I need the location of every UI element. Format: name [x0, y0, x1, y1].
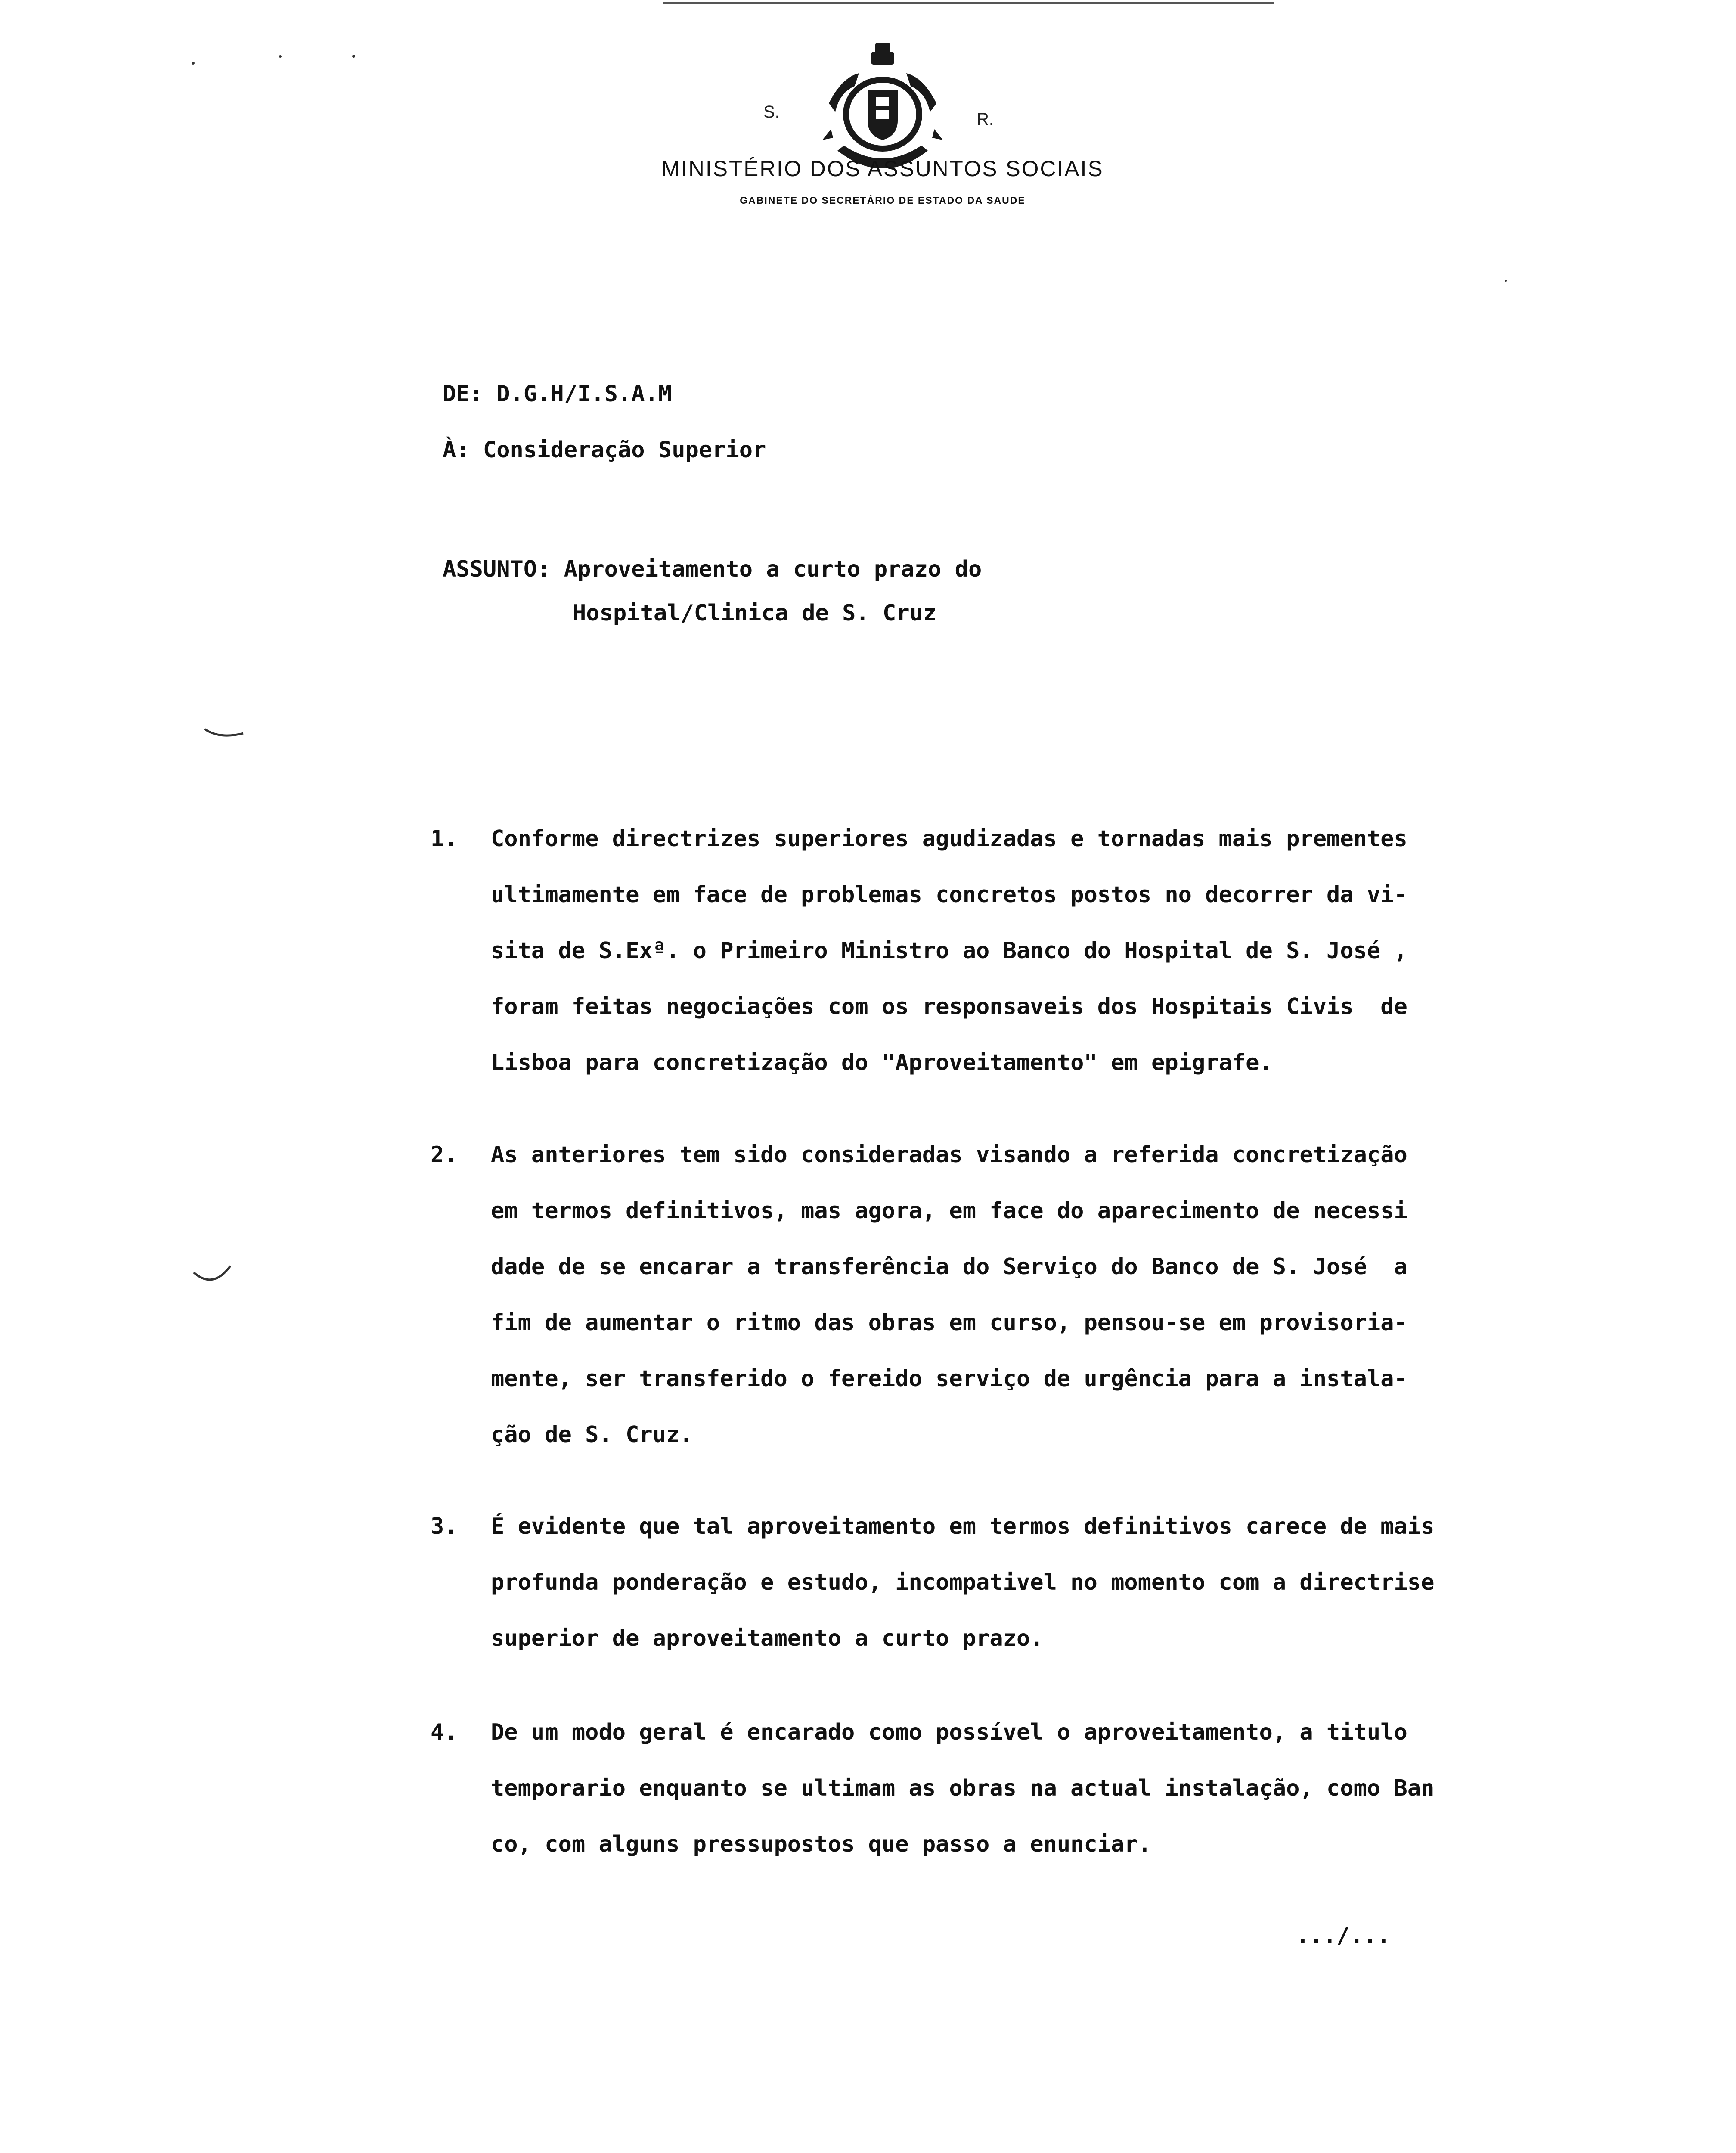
paragraph-line: dade de se encarar a transferência do Serviço do Banco de S. José a — [491, 1254, 1407, 1280]
scan-speck — [352, 55, 355, 58]
paragraph-line: sita de S.Exª. o Primeiro Ministro ao Banco do Hospital de S. José , — [491, 938, 1407, 964]
paragraph-line: Conforme directrizes superiores agudizadas e tornadas mais prementes — [491, 826, 1407, 852]
paragraph-number: 2. — [431, 1142, 458, 1168]
paragraph-line: mente, ser transferido o fereido serviço de urgência para a instala- — [491, 1366, 1407, 1392]
paragraph-line: foram feitas negociações com os responsaveis dos Hospitais Civis de — [491, 994, 1407, 1020]
paragraph-line: De um modo geral é encarado como possível o aproveitamento, a titulo — [491, 1719, 1407, 1745]
margin-check-mark — [192, 1264, 235, 1290]
subject-line-2: Hospital/Clinica de S. Cruz — [573, 600, 937, 626]
paragraph-line: temporario enquanto se ultimam as obras na actual instalação, como Ban — [491, 1775, 1435, 1801]
paragraph-2 — [431, 1142, 1507, 1448]
initial-r: R. — [976, 110, 994, 129]
coat-of-arms-icon — [820, 43, 945, 172]
paragraph-4 — [431, 1719, 1507, 1857]
from-line: DE: D.G.H/I.S.A.M — [443, 381, 672, 407]
ministry-name: MINISTÉRIO DOS ASSUNTOS SOCIAIS — [661, 156, 1104, 181]
paragraph-line: As anteriores tem sido consideradas visando a referida concretização — [491, 1142, 1407, 1168]
paragraph-number: 1. — [431, 826, 458, 852]
scan-speck — [192, 62, 195, 65]
paragraph-number: 4. — [431, 1719, 458, 1745]
paragraph-line: Lisboa para concretização do "Aproveitamento" em epigrafe. — [491, 1050, 1273, 1076]
paragraph-line: É evidente que tal aproveitamento em termos definitivos carece de mais — [491, 1514, 1435, 1539]
scan-speck — [1505, 280, 1507, 282]
paragraph-line: superior de aproveitamento a curto prazo. — [491, 1626, 1044, 1651]
paragraph-line: co, com alguns pressupostos que passo a enunciar. — [491, 1831, 1152, 1857]
to-line: À: Consideração Superior — [443, 437, 766, 463]
paragraph-1 — [431, 826, 1507, 1076]
paragraph-line: profunda ponderação e estudo, incompativel no momento com a directrise — [491, 1570, 1435, 1595]
cabinet-name: GABINETE DO SECRETÁRIO DE ESTADO DA SAUDE — [740, 195, 1026, 206]
paragraph-line: ultimamente em face de problemas concretos postos no decorrer da vi- — [491, 882, 1407, 908]
top-scan-line — [663, 2, 1274, 4]
initial-s: S. — [763, 102, 780, 121]
paragraph-3 — [431, 1514, 1507, 1651]
paragraph-line: ção de S. Cruz. — [491, 1422, 693, 1448]
paragraph-line: fim de aumentar o ritmo das obras em curso, pensou-se em provisoria- — [491, 1310, 1407, 1336]
scan-speck — [279, 55, 282, 58]
continuation-mark: .../... — [1296, 1923, 1391, 1948]
subject-line-1: ASSUNTO: Aproveitamento a curto prazo do — [443, 556, 982, 582]
margin-check-mark — [202, 726, 245, 743]
paragraph-line: em termos definitivos, mas agora, em face do aparecimento de necessi — [491, 1198, 1407, 1224]
paragraph-number: 3. — [431, 1514, 458, 1539]
